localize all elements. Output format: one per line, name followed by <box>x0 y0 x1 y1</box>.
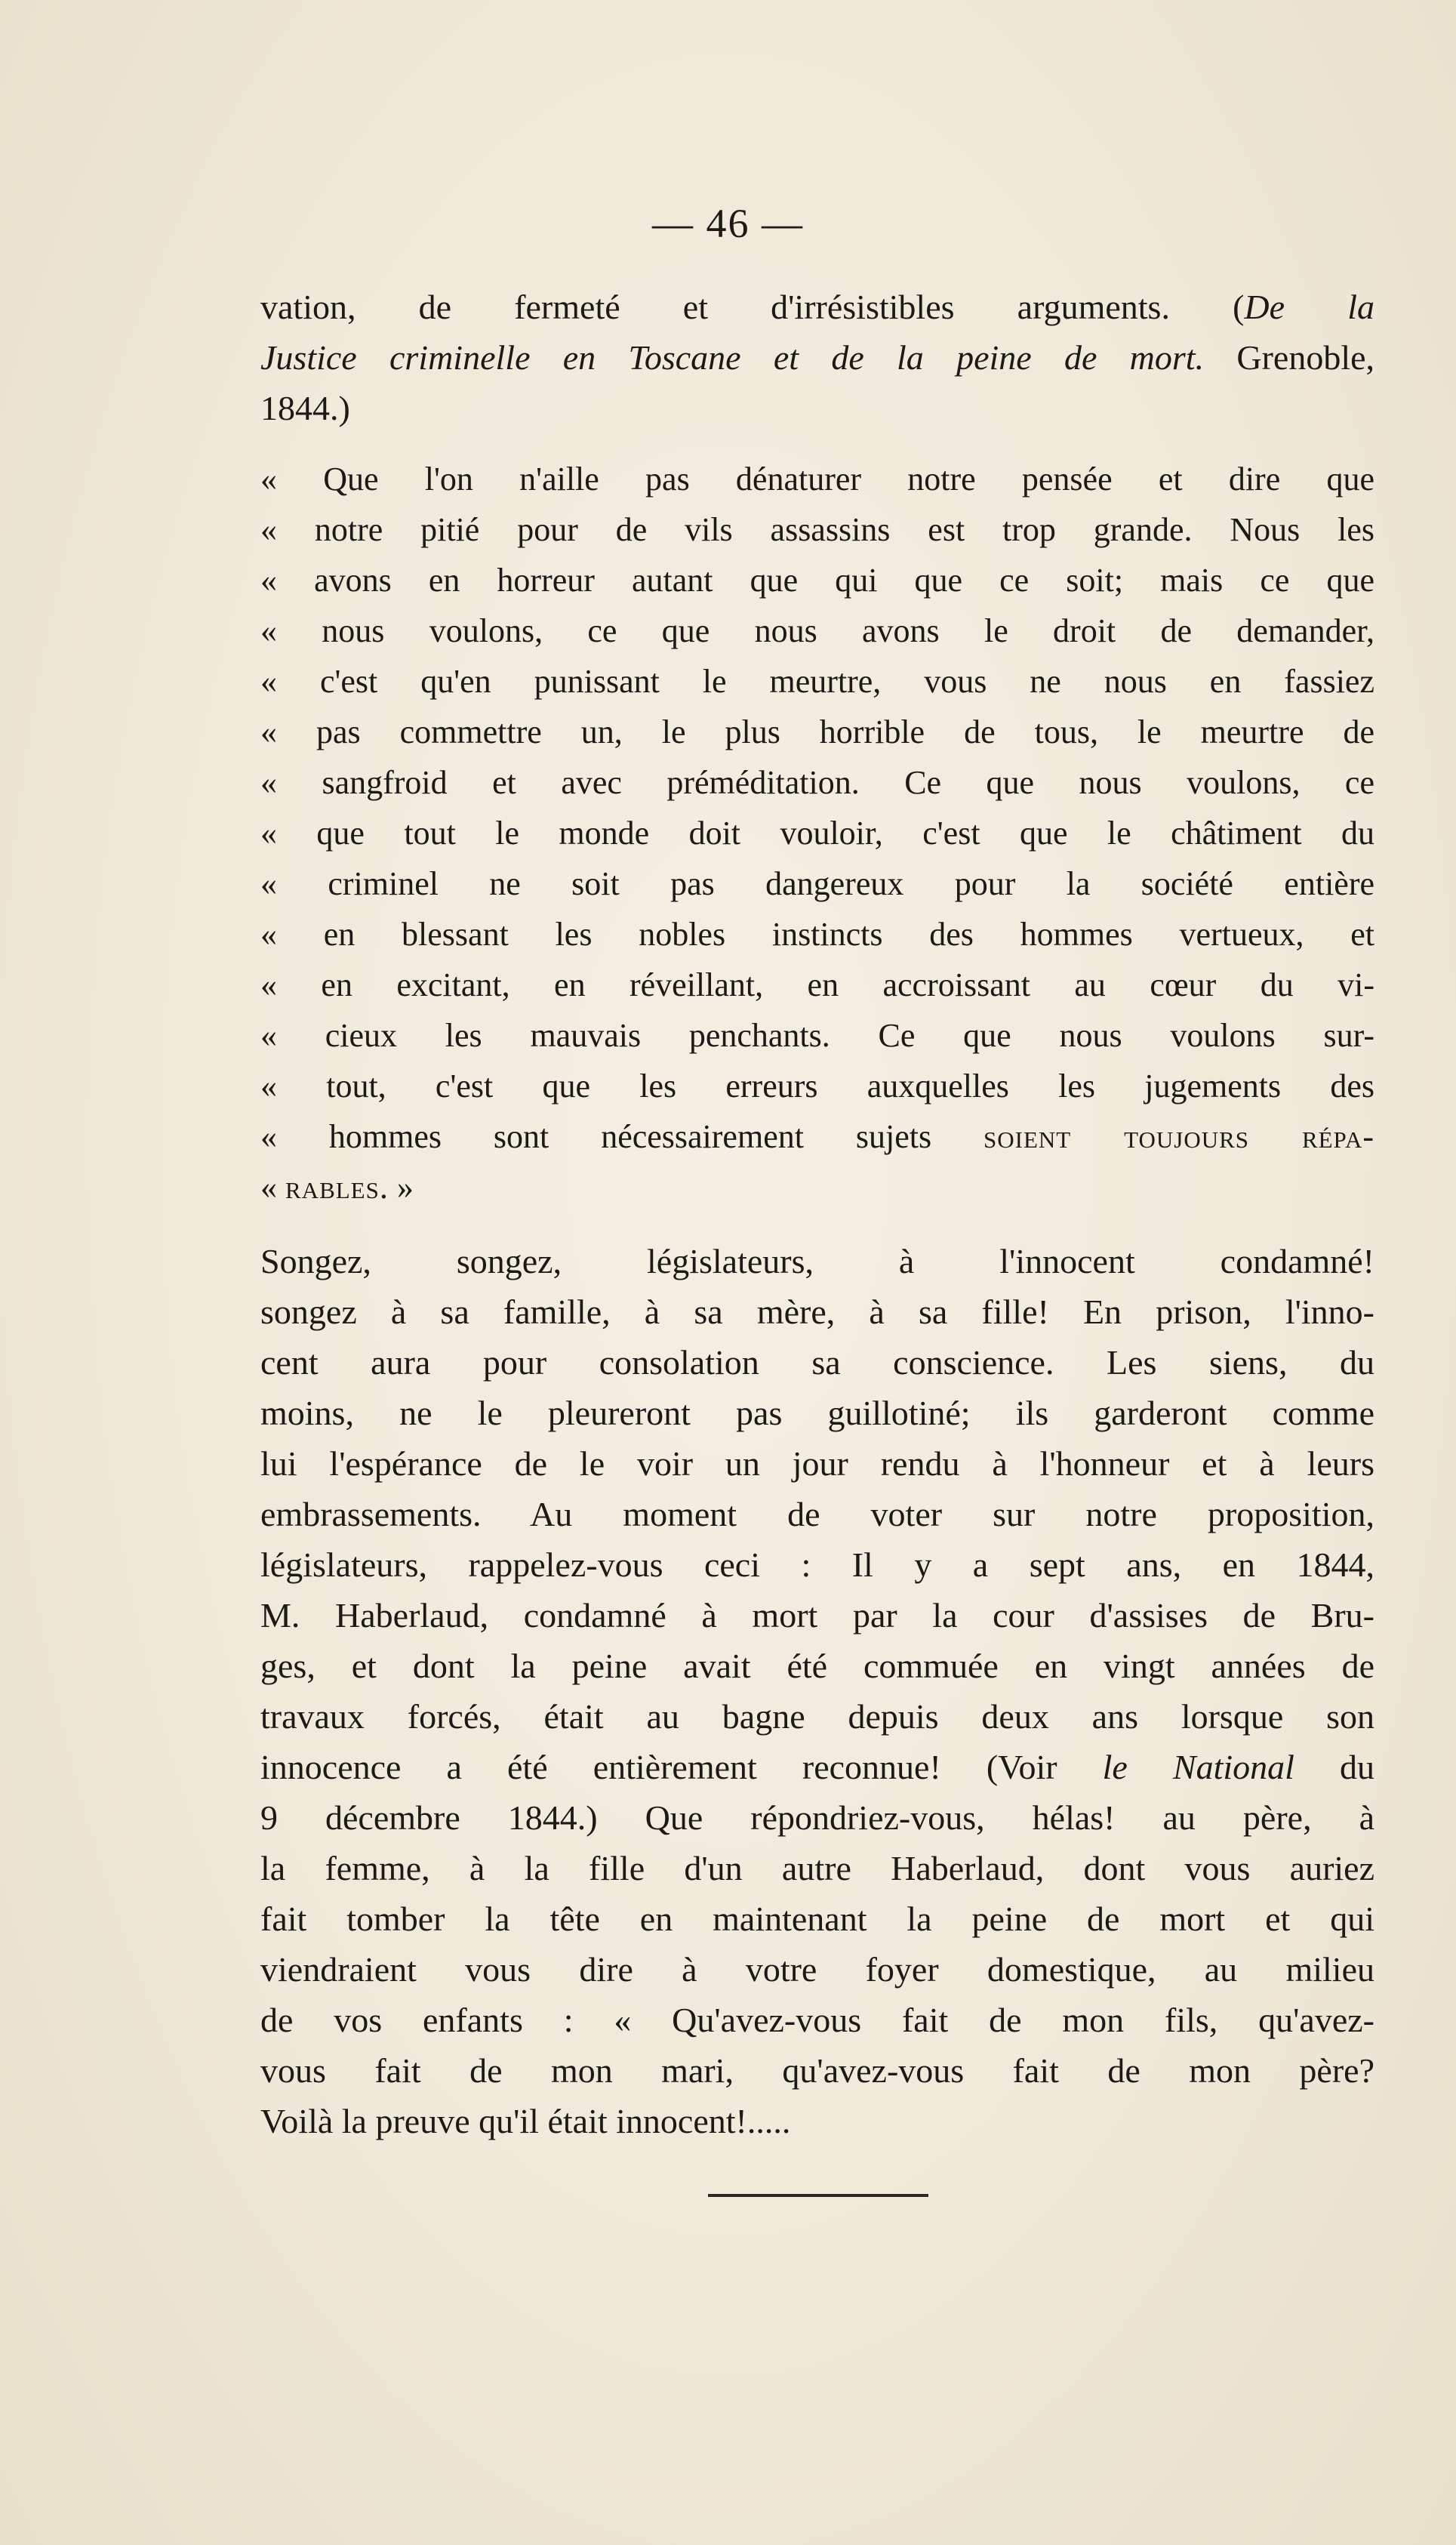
quote-line: « en excitant, en réveillant, en accroissant au cœur du vi- <box>260 966 1374 1003</box>
page-number: — 46 — <box>652 201 804 246</box>
text-line: législateurs, rappelez-vous ceci : Il y a sept ans, en 1844, <box>260 1545 1374 1584</box>
text-line: Voilà la preuve qu'il était innocent!..... <box>260 2102 791 2140</box>
text-line: moins, ne le pleureront pas guillotiné; ils garderont comme <box>260 1394 1374 1432</box>
quote-line: « rables. » <box>260 1169 414 1206</box>
quote-line: « sangfroid et avec préméditation. Ce que nous voulons, ce <box>260 764 1374 801</box>
text-line: M. Haberlaud, condamné à mort par la cour d'assises de Bru- <box>260 1596 1374 1635</box>
text-line: lui l'espérance de le voir un jour rendu à l'honneur et à leurs <box>260 1444 1374 1483</box>
text-line: songez à sa famille, à sa mère, à sa fille! En prison, l'inno- <box>260 1293 1374 1331</box>
text-line: vation, de fermeté et d'irrésistibles arguments. (De la <box>260 288 1374 326</box>
text-line: fait tomber la tête en maintenant la peine de mort et qui <box>260 1900 1374 1938</box>
text-line: embrassements. Au moment de voter sur notre proposition, <box>260 1495 1374 1533</box>
text-line: Justice criminelle en Toscane et de la peine de mort. Grenoble, <box>260 338 1375 377</box>
quote-line: « cieux les mauvais penchants. Ce que nous voulons sur- <box>260 1017 1374 1054</box>
quote-line: « Que l'on n'aille pas dénaturer notre pensée et dire que <box>260 461 1374 498</box>
quote-line: « hommes sont nécessairement sujets soient toujours répa- <box>260 1118 1374 1155</box>
text-line: 9 décembre 1844.) Que répondriez-vous, hélas! au père, à <box>260 1798 1374 1837</box>
text-line: 1844.) <box>260 389 350 427</box>
text-line: ges, et dont la peine avait été commuée en vingt années de <box>260 1647 1374 1685</box>
text-line: travaux forcés, était au bagne depuis deux ans lorsque son <box>260 1697 1374 1736</box>
quote-line: « criminel ne soit pas dangereux pour la société entière <box>260 865 1374 902</box>
quote-line: « c'est qu'en punissant le meurtre, vous ne nous en fassiez <box>260 663 1374 700</box>
text-line: viendraient vous dire à votre foyer domestique, au milieu <box>260 1950 1374 1989</box>
quote-line: « avons en horreur autant que qui que ce soit; mais ce que <box>260 562 1374 599</box>
text-line: la femme, à la fille d'un autre Haberlaud, dont vous auriez <box>260 1849 1374 1887</box>
text-line: vous fait de mon mari, qu'avez-vous fait de mon père? <box>260 2051 1374 2090</box>
text-line: de vos enfants : « Qu'avez-vous fait de mon fils, qu'avez- <box>260 2001 1374 2039</box>
quote-line: « tout, c'est que les erreurs auxquelles les jugements des <box>260 1068 1374 1105</box>
text-line: Songez, songez, législateurs, à l'innocent condamné! <box>260 1242 1374 1280</box>
text-line: innocence a été entièrement reconnue! (Voir le National du <box>260 1748 1374 1786</box>
quote-line: « pas commettre un, le plus horrible de tous, le meurtre de <box>260 713 1374 750</box>
closing-rule <box>708 2194 928 2197</box>
text-line: cent aura pour consolation sa conscience. Les siens, du <box>260 1343 1374 1382</box>
quote-line: « notre pitié pour de vils assassins est trop grande. Nous les <box>260 511 1374 548</box>
quote-line: « que tout le monde doit vouloir, c'est que le châtiment du <box>260 815 1374 852</box>
quote-line: « nous voulons, ce que nous avons le droit de demander, <box>260 612 1374 649</box>
quote-line: « en blessant les nobles instincts des hommes vertueux, et <box>260 916 1374 953</box>
